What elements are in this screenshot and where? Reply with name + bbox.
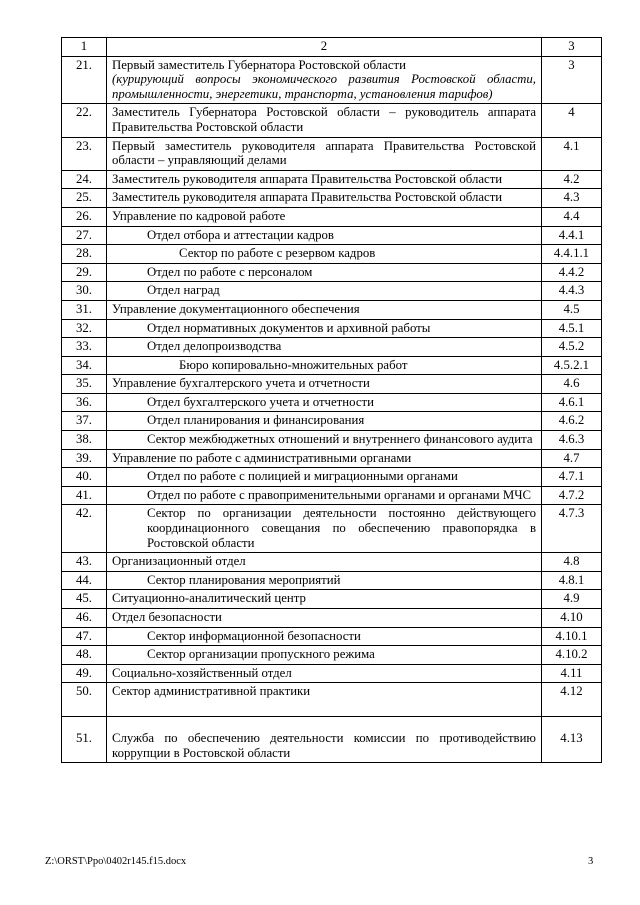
unit-name: Сектор межбюджетных отношений и внутреннего финансового аудита xyxy=(107,431,542,450)
footer-page-number: 3 xyxy=(588,856,594,867)
table-row xyxy=(62,571,602,590)
table-row xyxy=(62,375,602,394)
row-number: 33. xyxy=(62,338,107,357)
row-number: 51. xyxy=(62,716,107,762)
row-number: 38. xyxy=(62,431,107,450)
footer-file-path: Z:\ORST\Ppo\0402r145.f15.docx xyxy=(45,856,187,867)
row-number: 27. xyxy=(62,226,107,245)
unit-name: Первый заместитель руководителя аппарата Правительства Ростовской области – управляющий делами xyxy=(107,137,542,170)
row-number: 32. xyxy=(62,319,107,338)
table-row xyxy=(62,683,602,717)
unit-code: 4.5 xyxy=(542,300,602,319)
table-row xyxy=(62,300,602,319)
unit-name: Сектор организации пропускного режима xyxy=(107,646,542,665)
unit-code: 4.1 xyxy=(542,137,602,170)
unit-name-cell xyxy=(107,56,542,104)
table-row xyxy=(62,431,602,450)
row-number: 28. xyxy=(62,245,107,264)
unit-name: Заместитель руководителя аппарата Правительства Ростовской области xyxy=(107,170,542,189)
unit-name: Отдел нормативных документов и архивной работы xyxy=(107,319,542,338)
table-row xyxy=(62,412,602,431)
table-row xyxy=(62,245,602,264)
table-row xyxy=(62,207,602,226)
table-row xyxy=(62,553,602,572)
unit-code: 4.10.1 xyxy=(542,627,602,646)
unit-name: Отдел наград xyxy=(107,282,542,301)
row-number: 22. xyxy=(62,104,107,137)
unit-name: Сектор планирования мероприятий xyxy=(107,571,542,590)
unit-name: Социально-хозяйственный отдел xyxy=(107,664,542,683)
table-row xyxy=(62,56,602,104)
unit-code: 4.9 xyxy=(542,590,602,609)
table-row xyxy=(62,319,602,338)
row-number: 29. xyxy=(62,263,107,282)
structure-table-body xyxy=(62,38,602,763)
unit-code: 4.5.1 xyxy=(542,319,602,338)
row-number: 25. xyxy=(62,189,107,208)
row-number: 43. xyxy=(62,553,107,572)
unit-name: Первый заместитель Губернатора Ростовской области xyxy=(112,57,406,72)
unit-code: 4.7.1 xyxy=(542,468,602,487)
table-row xyxy=(62,468,602,487)
unit-name: Отдел по работе с персоналом xyxy=(107,263,542,282)
row-number: 49. xyxy=(62,664,107,683)
unit-code: 4.4.1 xyxy=(542,226,602,245)
unit-name: Управление по работе с административными органами xyxy=(107,449,542,468)
row-number: 34. xyxy=(62,356,107,375)
header-col-3: 3 xyxy=(542,38,602,57)
row-number: 36. xyxy=(62,393,107,412)
table-row xyxy=(62,104,602,137)
unit-code: 4.2 xyxy=(542,170,602,189)
structure-table xyxy=(61,37,602,763)
unit-code: 4.10 xyxy=(542,609,602,628)
row-number: 47. xyxy=(62,627,107,646)
table-row xyxy=(62,170,602,189)
unit-name: Сектор информационной безопасности xyxy=(107,627,542,646)
unit-code: 4.4.1.1 xyxy=(542,245,602,264)
unit-name: Отдел делопроизводства xyxy=(107,338,542,357)
unit-name: Сектор административной практики xyxy=(107,683,542,717)
row-number: 40. xyxy=(62,468,107,487)
unit-name: Организационный отдел xyxy=(107,553,542,572)
row-number: 24. xyxy=(62,170,107,189)
row-number: 35. xyxy=(62,375,107,394)
table-row xyxy=(62,356,602,375)
table-row xyxy=(62,263,602,282)
row-number: 31. xyxy=(62,300,107,319)
unit-code: 4.5.2 xyxy=(542,338,602,357)
unit-name: Ситуационно-аналитический центр xyxy=(107,590,542,609)
table-row xyxy=(62,226,602,245)
row-number: 48. xyxy=(62,646,107,665)
unit-name: Отдел отбора и аттестации кадров xyxy=(107,226,542,245)
row-number: 44. xyxy=(62,571,107,590)
unit-name: Управление по кадровой работе xyxy=(107,207,542,226)
unit-code: 4 xyxy=(542,104,602,137)
unit-code: 4.7.3 xyxy=(542,505,602,553)
table-row xyxy=(62,282,602,301)
table-row xyxy=(62,189,602,208)
unit-code: 4.13 xyxy=(542,716,602,762)
table-row xyxy=(62,486,602,505)
unit-code: 4.6.2 xyxy=(542,412,602,431)
table-row xyxy=(62,664,602,683)
row-number: 30. xyxy=(62,282,107,301)
unit-code: 3 xyxy=(542,56,602,104)
unit-code: 4.12 xyxy=(542,683,602,717)
table-row xyxy=(62,716,602,762)
unit-name: Отдел планирования и финансирования xyxy=(107,412,542,431)
header-col-2: 2 xyxy=(107,38,542,57)
unit-name: Сектор по организации деятельности постоянно действующего координационного совещания по обеспечению правопорядка в Ростовской области xyxy=(107,505,542,553)
table-row xyxy=(62,393,602,412)
unit-code: 4.10.2 xyxy=(542,646,602,665)
table-row xyxy=(62,505,602,553)
unit-name: Сектор по работе с резервом кадров xyxy=(107,245,542,264)
row-number: 41. xyxy=(62,486,107,505)
row-number: 42. xyxy=(62,505,107,553)
unit-name: Отдел по работе с правоприменительными органами и органами МЧС xyxy=(107,486,542,505)
row-number: 46. xyxy=(62,609,107,628)
unit-code: 4.4.2 xyxy=(542,263,602,282)
table-row xyxy=(62,646,602,665)
table-header-row xyxy=(62,38,602,57)
unit-code: 4.6.1 xyxy=(542,393,602,412)
row-number: 50. xyxy=(62,683,107,717)
table-row xyxy=(62,449,602,468)
unit-code: 4.4.3 xyxy=(542,282,602,301)
unit-name: Заместитель руководителя аппарата Правительства Ростовской области xyxy=(107,189,542,208)
unit-code: 4.8 xyxy=(542,553,602,572)
unit-code: 4.6.3 xyxy=(542,431,602,450)
row-number: 45. xyxy=(62,590,107,609)
header-col-1: 1 xyxy=(62,38,107,57)
unit-name: Отдел безопасности xyxy=(107,609,542,628)
unit-name: Заместитель Губернатора Ростовской области – руководитель аппарата Правительства Ростовской области xyxy=(107,104,542,137)
unit-code: 4.5.2.1 xyxy=(542,356,602,375)
unit-code: 4.3 xyxy=(542,189,602,208)
table-row xyxy=(62,338,602,357)
row-number: 26. xyxy=(62,207,107,226)
unit-note: (курирующий вопросы экономического развития Ростовской области, промышленности, энергетики, транспорта, установления тарифов) xyxy=(112,72,536,101)
unit-name: Управление документационного обеспечения xyxy=(107,300,542,319)
table-row xyxy=(62,137,602,170)
unit-name: Отдел по работе с полицией и миграционными органами xyxy=(107,468,542,487)
table-row xyxy=(62,590,602,609)
row-number: 39. xyxy=(62,449,107,468)
unit-code: 4.11 xyxy=(542,664,602,683)
unit-name: Служба по обеспечению деятельности комиссии по противодействию коррупции в Ростовской области xyxy=(107,716,542,762)
row-number: 23. xyxy=(62,137,107,170)
unit-code: 4.4 xyxy=(542,207,602,226)
unit-name: Управление бухгалтерского учета и отчетности xyxy=(107,375,542,394)
table-row xyxy=(62,609,602,628)
unit-code: 4.6 xyxy=(542,375,602,394)
row-number: 37. xyxy=(62,412,107,431)
row-number: 21. xyxy=(62,56,107,104)
table-row xyxy=(62,627,602,646)
unit-code: 4.7.2 xyxy=(542,486,602,505)
unit-name: Отдел бухгалтерского учета и отчетности xyxy=(107,393,542,412)
unit-code: 4.7 xyxy=(542,449,602,468)
unit-code: 4.8.1 xyxy=(542,571,602,590)
unit-name: Бюро копировально-множительных работ xyxy=(107,356,542,375)
